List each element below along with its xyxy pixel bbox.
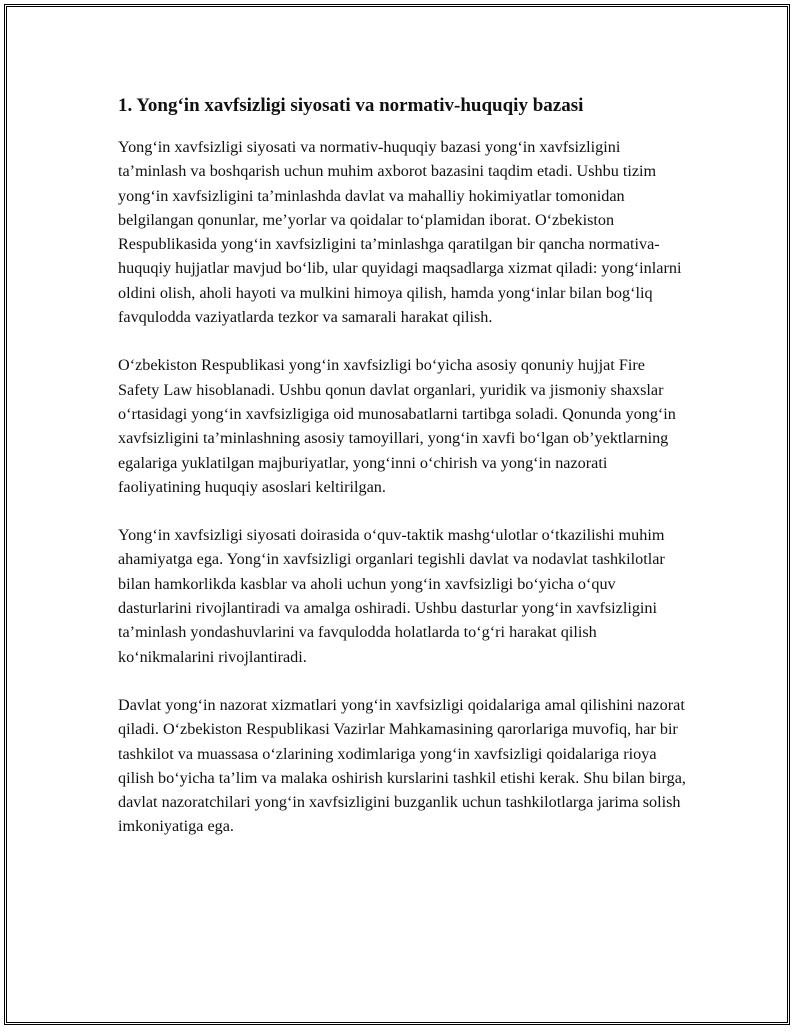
paragraph-1: Yong‘in xavfsizligi siyosati va normativ-huquqiy bazasi yong‘in xavfsizligini ta’minlash va boshqarish uchun muhim axborot bazasini taqdim etadi. Ushbu tizim yong‘in xavfsizligini ta’minlashda davlat va mahalliy hokimiyatlar tomonidan belgilangan qonunlar, me’yorlar va qoidalar to‘plamidan iborat. O‘zbekiston Respublikasida yong‘in xavfsizligini ta’minlashga qaratilgan bir qancha normativa-huquqiy hujjatlar mavjud bo‘lib, ular quyidagi maqsadlarga xizmat qiladi: yong‘inlarni oldini olish, aholi hayoti va mulkini himoya qilish, hamda yong‘inlar bilan bog‘liq favqulodda vaziyatlarda tezkor va samarali harakat qilish.	[118, 138, 682, 327]
section-heading: 1. Yong‘in xavfsizligi siyosati va normativ-huquqiy bazasi	[118, 95, 584, 116]
paragraph-4: Davlat yong‘in nazorat xizmatlari yong‘in xavfsizligi qoidalariga amal qilishini nazorat qiladi. O‘zbekiston Respublikasi Vazirlar Mahkamasining qarorlariga muvofiq, har bir tashkilot va muassasa o‘zlarining xodimlariga yong‘in xavfsizligi qoidalariga rioya qilish bo‘yicha ta’lim va malaka oshirish kurslarini tashkil etishi kerak. Shu bilan birga, davlat nazoratchilari yong‘in xavfsizligini buzganlik uchun tashkilotlarga jarima solish imkoniyatiga ega.	[118, 695, 686, 836]
paragraph-3: Yong‘in xavfsizligi siyosati doirasida o‘quv-taktik mashg‘ulotlar o‘tkazilishi muhim ahamiyatga ega. Yong‘in xavfsizligi organlari tegishli davlat va nodavlat tashkilotlar bilan hamkorlikda kasblar va aholi uchun yong‘in xavfsizligi bo‘yicha o‘quv dasturlarini rivojlantiradi va amalga oshiradi. Ushbu dasturlar yong‘in xavfsizligini ta’minlash yondashuvlarini va favqulodda holatlarda to‘g‘ri harakat qilish ko‘nikmalarini rivojlantiradi.	[118, 526, 665, 666]
document-body	[118, 93, 688, 863]
paragraph-2: O‘zbekiston Respublikasi yong‘in xavfsizligi bo‘yicha asosiy qonuniy hujjat Fire Safety Law hisoblanadi. Ushbu qonun davlat organlari, yuridik va jismoniy shaxslar o‘rtasidagi yong‘in xavfsizligiga oid munosabatlarni tartibga soladi. Qonunda yong‘in xavfsizligini ta’minlashning asosiy tamoyillari, yong‘in xavfi bo‘lgan ob’yektlarning egalariga yuklatilgan majburiyatlar, yong‘inni o‘chirish va yong‘in nazorati faoliyatining huquqiy asoslari keltirilgan.	[118, 356, 676, 496]
